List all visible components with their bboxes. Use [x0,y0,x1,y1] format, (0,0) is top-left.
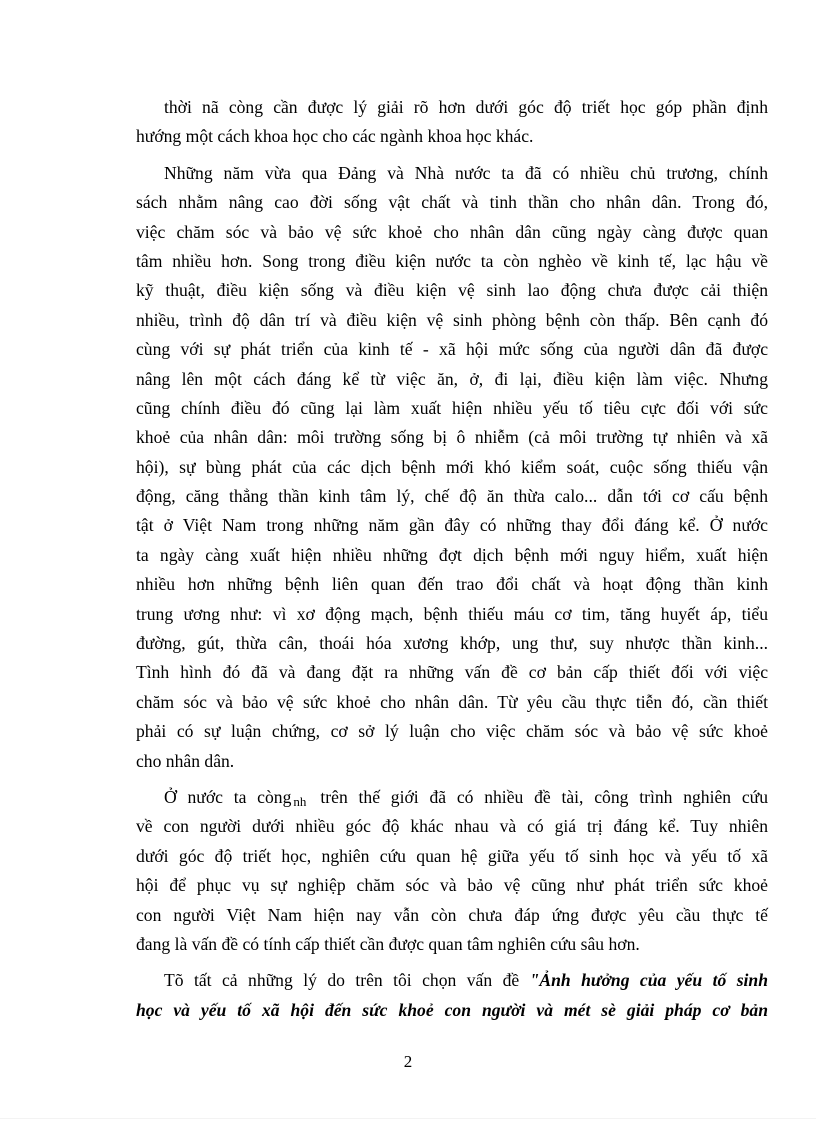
text-line: đang là vấn đề có tính cấp thiết cần được quan tâm nghiên cứu sâu hơn. [136,933,640,954]
paragraph-3 [136,783,768,959]
emphasized-title-line: học và yếu tố xã hội đến sức khoẻ con người và mét sè giải pháp cơ bản [136,999,768,1020]
text-line: con người Việt Nam hiện nay vẫn còn chưa đáp ứng được yêu cầu thực tế [136,904,768,925]
paragraph-1 [136,93,768,152]
text-line [136,783,768,812]
text-line: hội để phục vụ sự nghiệp chăm sóc và bảo vệ cũng như phát triển sức khoẻ [136,875,768,896]
page-edge-divider [0,1118,816,1119]
body-text [136,93,768,1032]
text-line: chăm sóc và bảo vệ sức khoẻ cho nhân dân. Từ yêu cầu thực tiễn đó, cần thiết [136,691,768,712]
text-line: đường, gút, thừa cân, thoái hóa xương khớp, ung thư, suy nhược thần kinh... [136,633,768,654]
page-number: 2 [403,1052,413,1071]
text-line: động, căng thẳng thần kinh tâm lý, chế độ ăn thừa calo... dẫn tới cơ cấu bệnh [136,486,768,507]
text-line: dưới góc độ triết học, nghiên cứu quan hệ giữa yếu tố sinh học và yếu tố xã [136,845,768,866]
subscript-fragment: nh [293,793,307,809]
text-line: khoẻ của nhân dân: môi trường sống bị ô nhiễm (cả môi trường tự nhiên và xã [136,427,768,448]
text-run: Ở nước ta còng [164,786,292,807]
emphasized-title: "Ảnh hưởng của yếu tố sinh [529,970,769,991]
text-line: tật ở Việt Nam trong những năm gần đây có những thay đổi đáng kể. Ở nước [136,515,768,536]
text-line [136,966,768,995]
text-line: hội), sự bùng phát của các dịch bệnh mới khó kiểm soát, cuộc sống thiếu vận [136,456,768,477]
text-line: nhiều, trình độ dân trí và điều kiện vệ sinh phòng bệnh còn thấp. Bên cạnh đó [136,309,768,330]
text-line: cho nhân dân. [136,750,235,771]
text-line: về con người dưới nhiều góc độ khác nhau và có giá trị đáng kể. Tuy nhiên [136,816,768,837]
text-line: thời nã còng cần được lý giải rõ hơn dưới góc độ triết học góp phần định [164,97,768,117]
text-line: ta ngày càng xuất hiện nhiều những đợt dịch bệnh mới nguy hiểm, xuất hiện [136,544,768,565]
text-line: cùng với sự phát triển của kinh tế - xã hội mức sống của người dân đã được [136,339,768,360]
paragraph-2 [136,159,768,776]
text-line: nhiều hơn những bệnh liên quan đến trao đổi chất và hoạt động thần kinh [136,574,768,595]
text-run: trên thế giới đã có nhiều đề tài, công trình nghiên cứu [320,786,769,807]
text-line: kỹ thuật, điều kiện sống và điều kiện vệ sinh lao động chưa được cải thiện [136,280,768,301]
text-line: việc chăm sóc và bảo vệ sức khoẻ cho nhân dân cũng ngày càng được quan [136,221,768,242]
text-line: trung ương như: vì xơ động mạch, bệnh thiếu máu cơ tim, tăng huyết áp, tiểu [136,603,768,624]
text-line: Tình hình đó đã và đang đặt ra những vấn đề cơ bản cấp thiết đối với việc [136,662,768,683]
text-line: nâng lên một cách đáng kể từ việc ăn, ở, đi lại, điều kiện làm việc. Nhưng [136,368,768,389]
text-line: cũng chính điều đó cũng lại làm xuất hiện nhiều yếu tố tiêu cực đối với sức [136,397,768,418]
paragraph-4 [136,966,768,1025]
text-line: phải có sự luận chứng, cơ sở lý luận cho việc chăm sóc và bảo vệ sức khoẻ [136,721,768,742]
text-line: Những năm vừa qua Đảng và Nhà nước ta đã có nhiều chủ trương, chính [164,162,768,183]
text-line: tâm nhiều hơn. Song trong điều kiện nước ta còn nghèo về kinh tế, lạc hậu về [136,250,768,271]
text-line: hướng một cách khoa học cho các ngành khoa học khác. [136,126,534,147]
text-line: sách nhằm nâng cao đời sống vật chất và tinh thần cho nhân dân. Trong đó, [136,192,768,213]
text-run: Tõ tất cả những lý do trên tôi chọn vấn đề [164,970,530,991]
